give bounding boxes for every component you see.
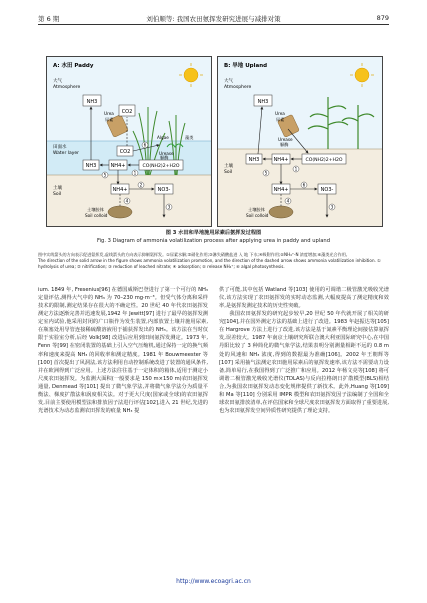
figure-caption [38, 230, 389, 245]
svg-text:4: 4 [125, 198, 129, 204]
svg-text:NO3-: NO3- [320, 187, 334, 193]
svg-text:Soil colloid: Soil colloid [246, 213, 269, 218]
issue-number: 第 6 期 [38, 15, 60, 23]
svg-text:Urea: Urea [275, 111, 285, 116]
svg-text:6: 6 [302, 182, 306, 188]
right-column [219, 286, 389, 415]
svg-text:Soil: Soil [53, 192, 62, 197]
svg-text:尿素: 尿素 [276, 117, 285, 122]
caption-cn: 图 3 水田和旱地施用尿素后氨挥发过程图 [165, 230, 262, 236]
svg-text:大气: 大气 [224, 79, 233, 84]
figure-note-en: The direction of the solid arrow in the figure shows ammonia volatilization promotion, and the direction of the dashed arrow shows ammonia volatilization inhibition. ① hydrolysis of urea; ② nitrification; ③ reduction of leached nitrate; ④ adsorption; ⑤ release NH₄⁺; ⑥ algal photosynthesis. [38, 258, 381, 270]
svg-text:藻类: 藻类 [185, 135, 194, 140]
svg-text:NH4+: NH4+ [273, 187, 289, 193]
soil-band [218, 149, 382, 226]
svg-text:土壤: 土壤 [53, 186, 62, 191]
svg-text:NH4+: NH4+ [273, 157, 289, 163]
soil-colloid-icon [269, 206, 293, 218]
svg-text:NH3: NH3 [86, 99, 98, 105]
running-title: 刘伯顺等: 我国农田氨挥发研究进展与减排对策 [146, 15, 281, 23]
svg-text:1: 1 [294, 166, 298, 172]
svg-text:Urea: Urea [104, 111, 114, 116]
svg-text:3: 3 [167, 204, 171, 210]
panel-b-title: B: 旱地 Upland [224, 63, 268, 69]
journal-url: http://www.ecoagri.ac.cn [176, 578, 251, 585]
svg-text:土壤: 土壤 [224, 164, 233, 169]
svg-text:NH3: NH3 [257, 99, 269, 105]
svg-text:田面水: 田面水 [53, 145, 67, 150]
svg-text:CO(NH2)2+H2O: CO(NH2)2+H2O [305, 158, 343, 163]
upland-diagram [218, 57, 382, 226]
svg-text:CO2: CO2 [121, 109, 133, 115]
svg-text:4: 4 [286, 198, 290, 204]
svg-text:1: 1 [133, 170, 137, 176]
svg-text:NH4+: NH4+ [110, 163, 126, 169]
panel-paddy [46, 56, 212, 227]
svg-text:NH3: NH3 [248, 157, 260, 163]
panel-upland [217, 56, 383, 227]
svg-text:NH4+: NH4+ [112, 187, 128, 193]
caption-en: Fig. 3 Diagram of ammonia volatilization process after applying urea in paddy and upland [96, 237, 330, 244]
svg-text:土壤胶体: 土壤胶体 [87, 207, 104, 212]
svg-text:CO(NH2)2+H2O: CO(NH2)2+H2O [142, 164, 180, 169]
svg-text:Algae: Algae [157, 135, 169, 140]
running-header [38, 12, 389, 25]
svg-text:Urease: Urease [159, 151, 174, 156]
svg-text:土壤胶体: 土壤胶体 [248, 207, 265, 212]
svg-text:3: 3 [330, 204, 334, 210]
svg-text:脲酶: 脲酶 [280, 142, 289, 147]
left-column [38, 286, 208, 415]
svg-text:5: 5 [103, 172, 107, 178]
svg-text:Atmosphere: Atmosphere [53, 85, 81, 90]
svg-text:尿素: 尿素 [105, 117, 114, 122]
svg-text:5: 5 [264, 170, 268, 176]
svg-text:大气: 大气 [53, 79, 62, 84]
svg-text:脲酶: 脲酶 [160, 155, 169, 160]
figure-3 [46, 56, 381, 225]
svg-text:Soil colloid: Soil colloid [85, 213, 108, 218]
svg-text:NO3-: NO3- [157, 187, 171, 193]
panel-a-title: A: 水田 Paddy [53, 63, 94, 69]
svg-text:NH3: NH3 [85, 163, 97, 169]
svg-text:2: 2 [139, 182, 143, 188]
soil-colloid-icon [108, 206, 132, 218]
right-paragraph-1: 供了可能,其中包括 Watland 等[103] 使用的可调谐二极管激光吸收光谱仪,该方法实现了农田氨挥发的实时动态监测,大幅度提高了测定精度和效率,是氨挥发测定技术的历史性突破。 [219, 287, 389, 310]
svg-text:Atmosphere: Atmosphere [224, 85, 252, 90]
svg-text:Water layer: Water layer [53, 151, 80, 156]
svg-text:Soil: Soil [224, 170, 233, 175]
left-paragraph: ium. 1849 年, Fresenius[96] 在德国威斯巴登进行了第一个可行的 NH₃ 定量评估,测得大气中的 NH₃ 为 70–230 mg·m⁻³。但受气体分离和采样技术的限制,测定结果存在很大的不确定性。20 世纪 40 年代农田氨挥发测定方法逐渐完善并迅速发展,1942 年 Jewitt[97] 进行了最早的氨挥发测定室内试验,他采用封闭的广口瓶作为发生装置,内部放置土壤并施用尿素,在瓶塞处用导管连接稀硫酸溶液用于捕获挥发出的 NH₃。该方法在当时仅限于实验室分析,后经 Volk[98] 改进后应用到田间氨挥发测定。1973 年, Fenn 等[99] 在密闭装置的基础上引入空气压缩机,通过保持一定的换气频率和速度来提高 NH₃ 的回收率和测定精度。1981 年 Bouwmeester 等[100] 首次提出了风洞法,该方法利用自动控制系统改进了装置的通风条件,并在欧洲得到广泛应用。上述方法往往基于一定体积的箱体,适用于测定小尺度农田氨挥发。为监测大面积(一般要求是 150 m×150 m)农田氨挥发通量, Denmead 等[101] 提出了微气象学法,并将微气象学法分为质量平衡法、梯度扩散法和涡度相关法。对于更大尺度(国家或全球)的农田氨挥发,目前主要使用模型法和排放因子法进行评估[102],进入 21 世纪,先进的光谱技术为动态监测农田挥发的痕量 NH₃ 提 [38, 287, 208, 414]
figure-note-cn: 图中实线箭头的方向表示促进氨挥发,虚线箭头的方向表示抑制氨挥发。①尿素水解;②硝化作用;③淋失硝酸盐进 入 地 下水;④吸附作用;⑤NH₄⁺-N 浓度增加;⑥藻类光合作用。 [38, 252, 350, 257]
svg-text:6: 6 [143, 142, 147, 148]
paddy-diagram [47, 57, 211, 226]
svg-text:Urease: Urease [278, 137, 293, 142]
figure-note [38, 252, 389, 270]
page-number: 879 [376, 14, 389, 22]
svg-text:CO2: CO2 [119, 149, 131, 155]
right-paragraph-2: 我国农田氨挥发的研究起步较早,20 世纪 50 年代就开展了相关的研究[104],并在国外测定方法的基础上进行了改进。1983 年赵振达等[105] 在 Hargrove 方法上进行了改进,该方法是基于氮素平衡理论间接估算氨挥发,误差较大。1987 年南京土壤研究所联合澳大利亚国际研究中心,在中国丹阳比较了 3 种简化的微气象学法,结果表明分别测量相距不远的 0.8 m 处的风速和 NH₃ 浓度,得到的数据最为准确[106]。2002 年王朝辉等[107] 采用抽气法测定农田施用尿素后的氨挥发速率,该方法不需要动力设备,简单易行,在我国得到了广泛推广和应用。2012 年杨文亮等[108] 将可调谐二极管激光吸收光谱仪(TDLAS)与反向拉格朗日扩散模型(BLS)相结合,为我国农田氨挥发动态变化规律提供了新技术。此外,Huang 等[109] 和 Ma 等[110] 分别采用 IMPR 模型和农田氨挥发因子法编制了全国和全球农田氨排放清单,在评估国家和全球尺度农田氨挥发方面取得了重要进展,也为农田氨挥发空间异质性研究提供了理论支持。 [219, 311, 389, 414]
